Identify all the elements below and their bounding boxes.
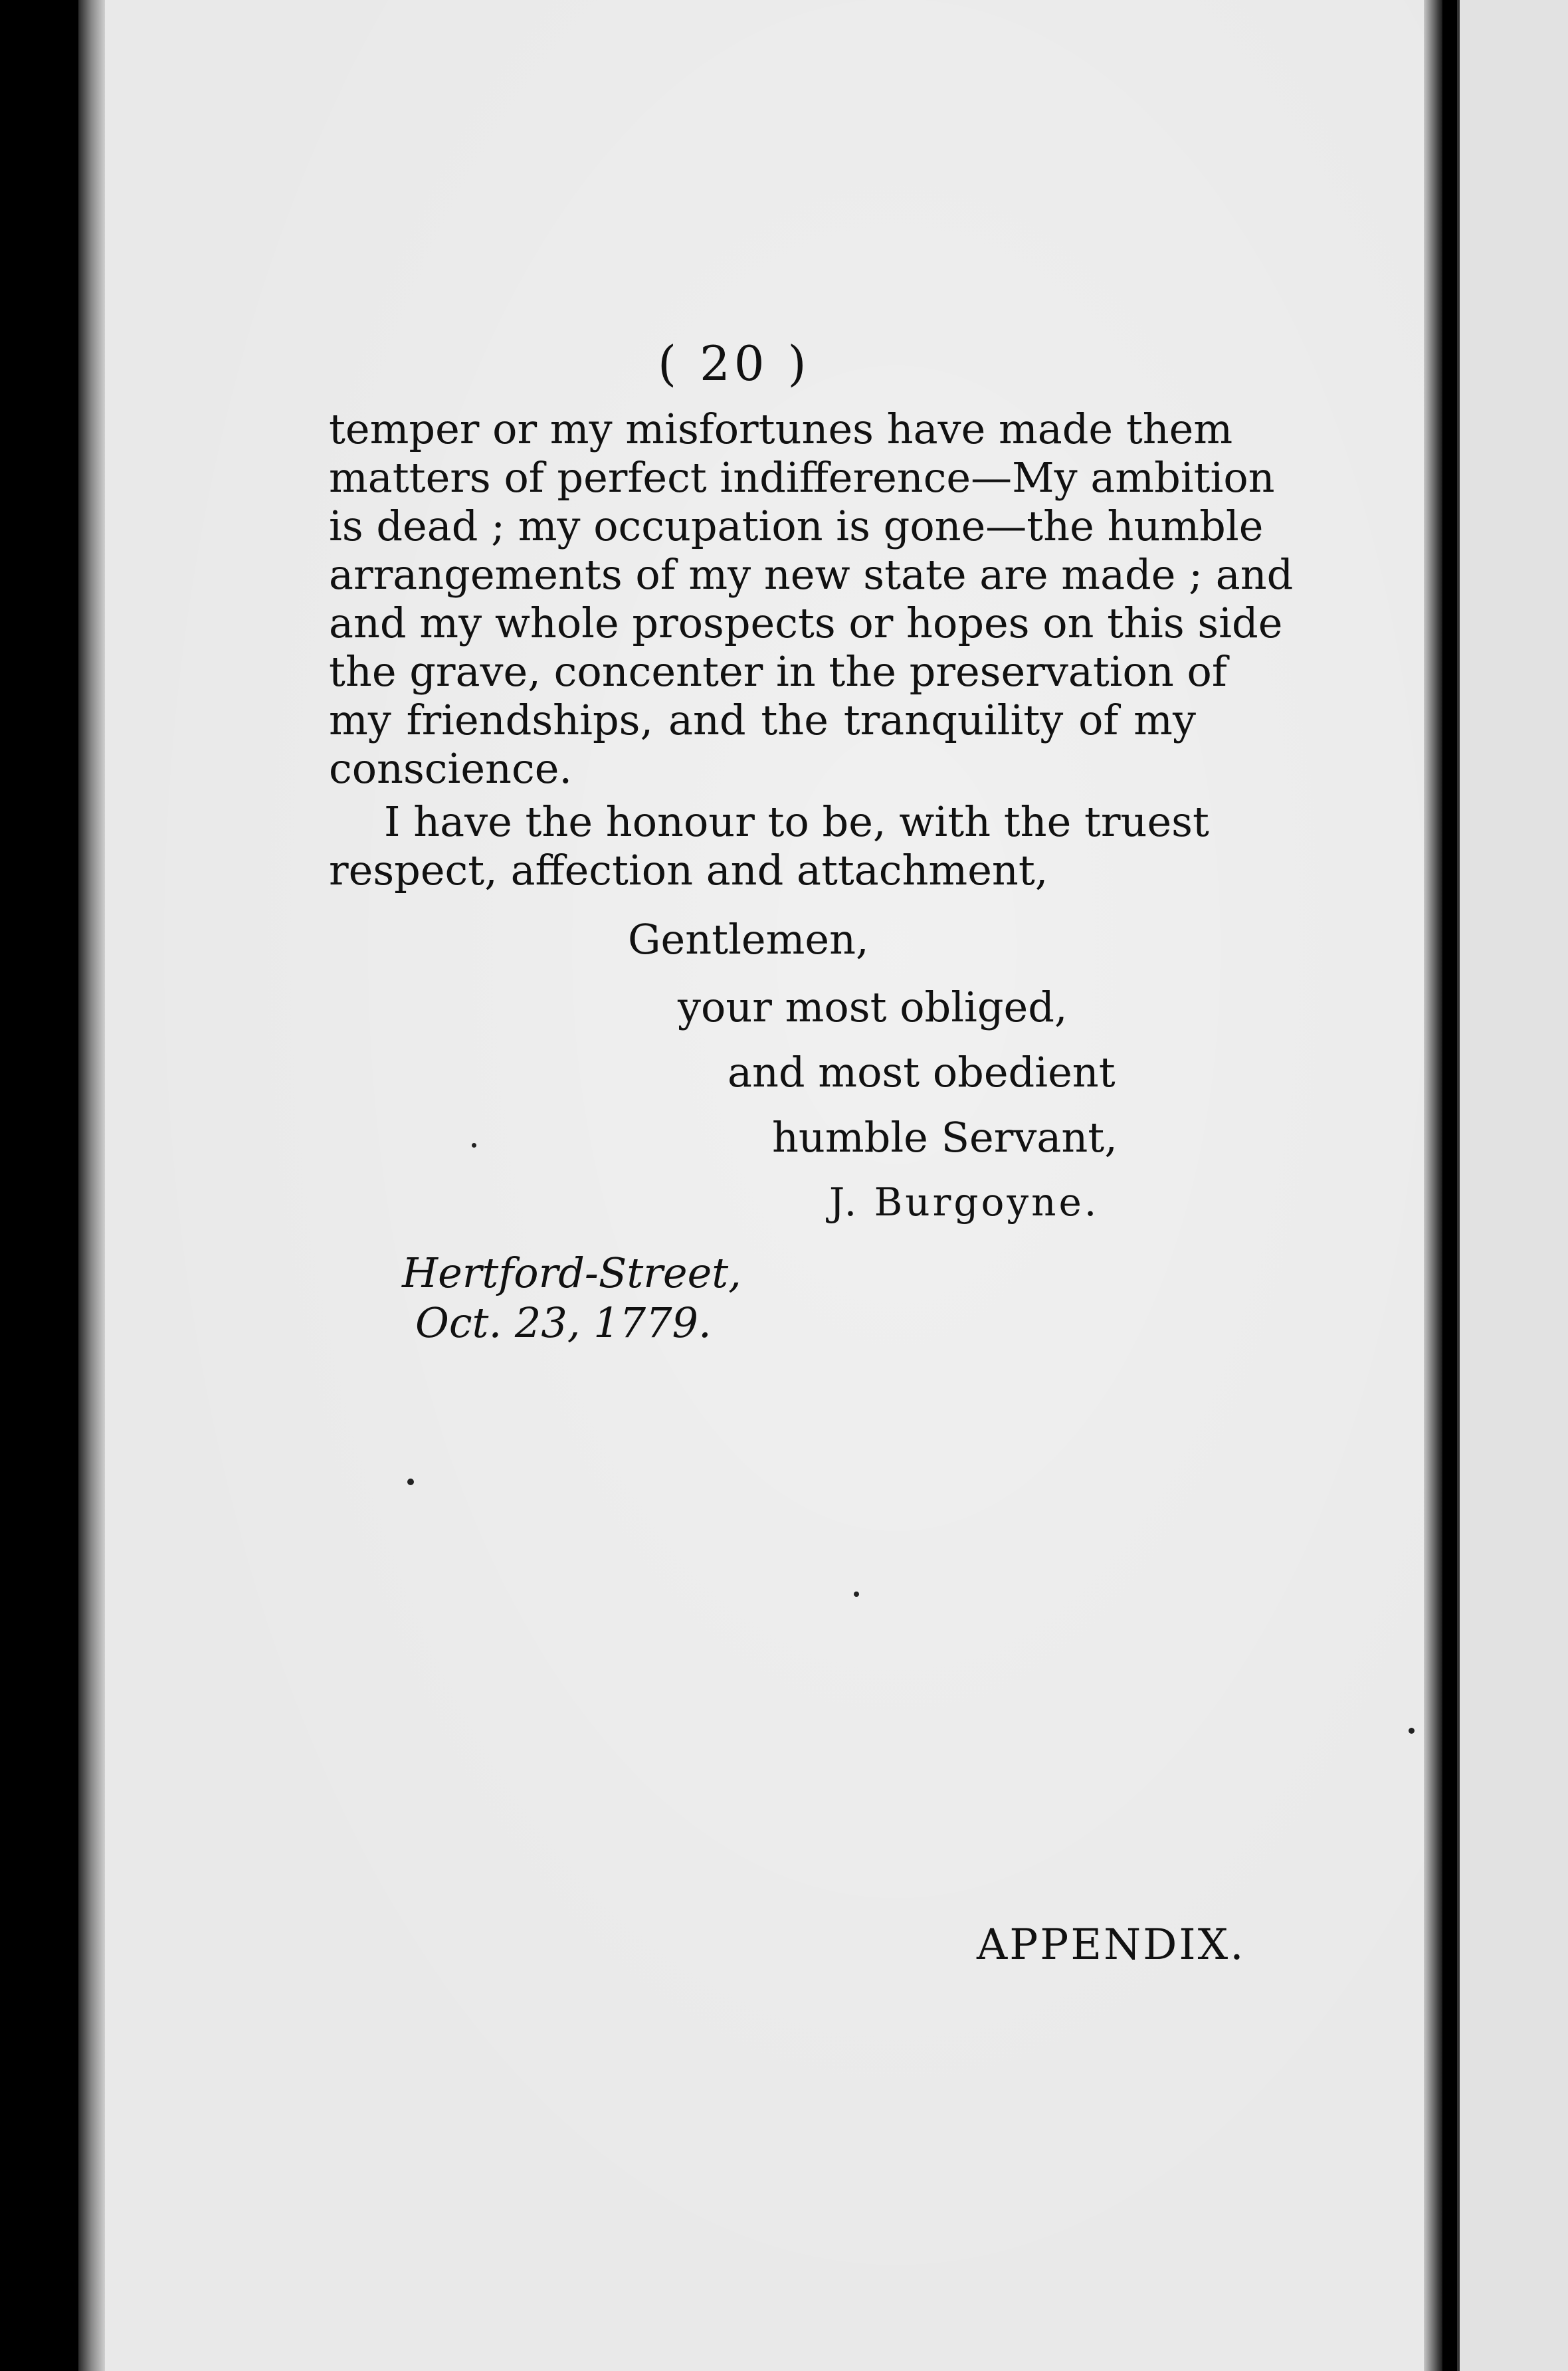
body-line: the grave, concenter in the preservation of [329, 647, 1227, 696]
body-line: matters of perfect indifference—My ambition [329, 453, 1275, 502]
scan-speck [407, 1479, 414, 1485]
body-line: arrangements of my new state are made ; and [329, 550, 1294, 599]
body-line: my friendships, and the tranquility of my [329, 696, 1196, 744]
book-spine-shadow [78, 0, 105, 2371]
salutation-obedient: and most obedient [728, 1048, 1116, 1096]
scan-speck [854, 1592, 859, 1597]
body-line: temper or my misfortunes have made them [329, 405, 1233, 453]
body-line: and my whole prospects or hopes on this side [329, 599, 1283, 647]
adjacent-page-sliver [1457, 0, 1568, 2371]
gutter-gap [1442, 0, 1457, 2371]
body-line: is dead ; my occupation is gone—the humble [329, 502, 1264, 550]
page-number: ( 20 ) [658, 336, 811, 391]
salutation-servant: humble Servant, [772, 1113, 1118, 1162]
salutation-gentlemen: Gentlemen, [628, 915, 869, 964]
page-edge-shadow [1424, 0, 1442, 2371]
scan-left-margin [0, 0, 78, 2371]
salutation-obliged: your most obliged, [678, 983, 1068, 1031]
closing-line: respect, affection and attachment, [329, 846, 1048, 894]
body-line: conscience. [329, 744, 573, 793]
closing-line: I have the honour to be, with the truest [384, 797, 1209, 846]
signature: J. Burgoyne. [829, 1180, 1100, 1225]
address-street: Hertford-Street, [402, 1249, 741, 1297]
scan-speck [472, 1143, 476, 1148]
scan-speck [1409, 1728, 1415, 1734]
address-date: Oct. 23, 1779. [415, 1298, 712, 1347]
next-section-heading: APPENDIX. [977, 1920, 1246, 1970]
